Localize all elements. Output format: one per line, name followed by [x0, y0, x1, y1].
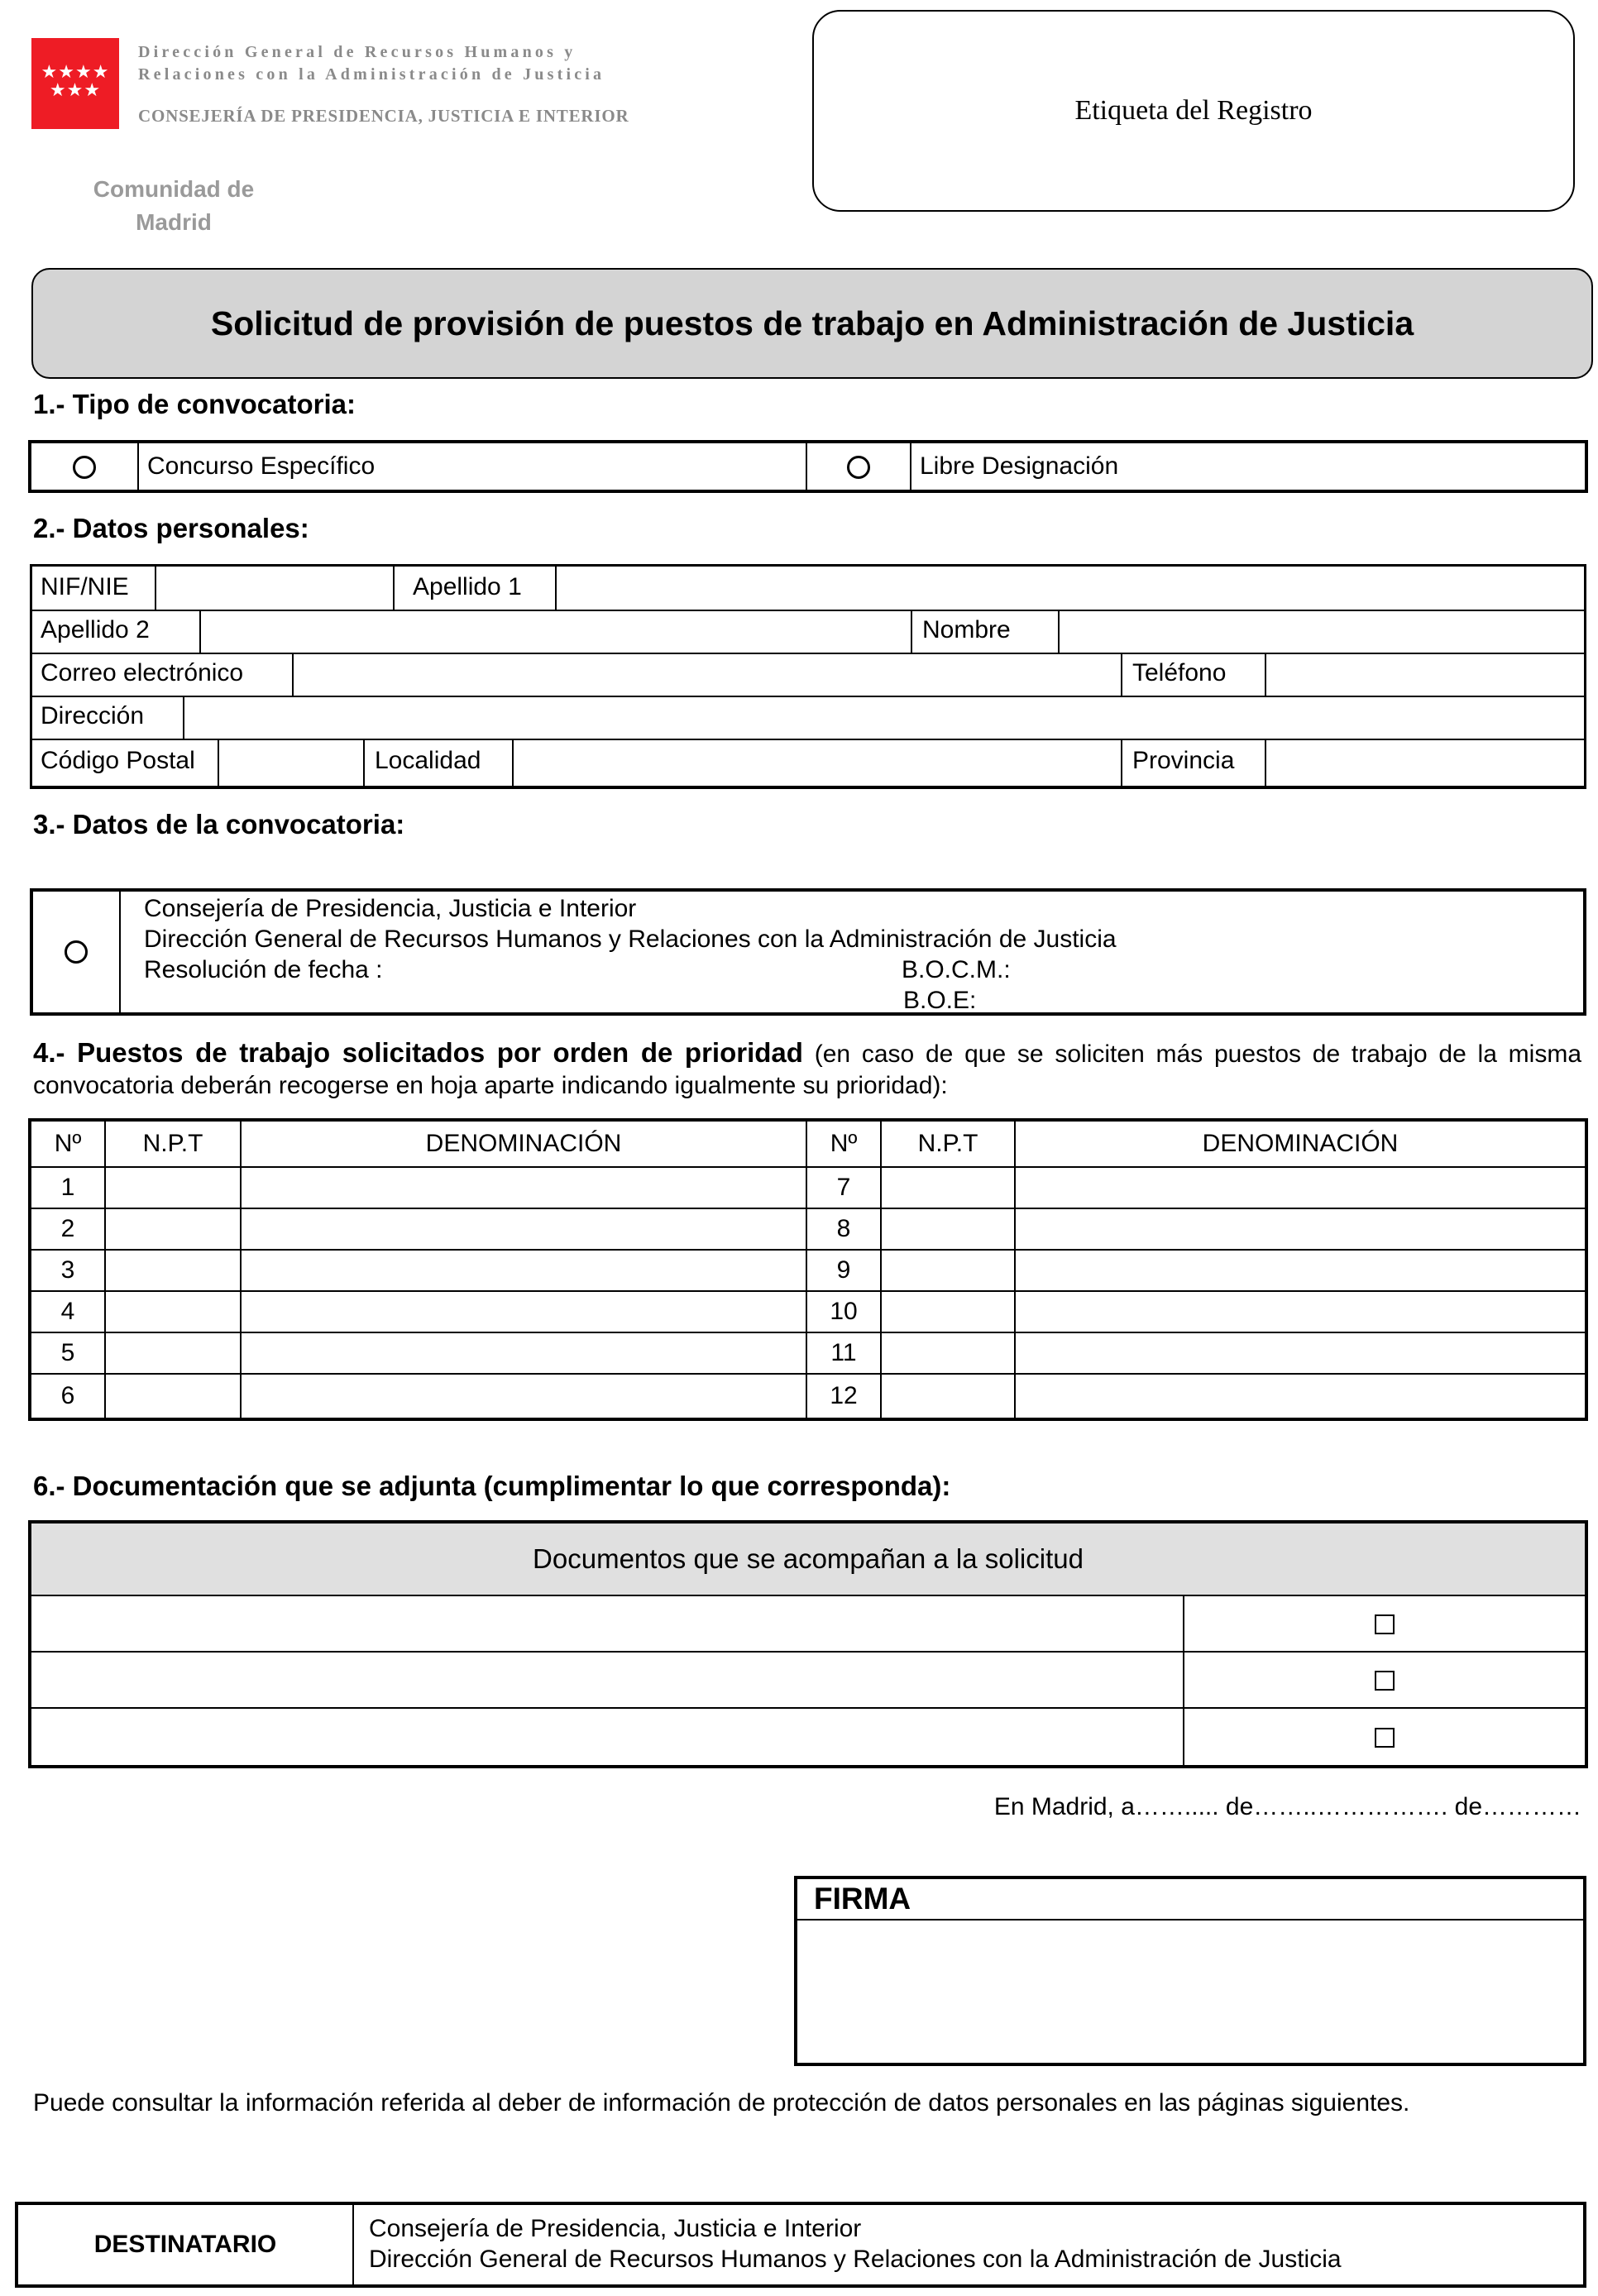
comunidad-line2: Madrid — [136, 209, 212, 235]
denominacion-cell[interactable] — [241, 1167, 806, 1208]
destinatario-line1: Consejería de Presidencia, Justicia e Interior — [369, 2215, 862, 2242]
localidad-label: Localidad — [375, 747, 481, 774]
localidad-input[interactable] — [512, 740, 1122, 787]
table-row — [31, 1208, 1586, 1250]
denominacion-cell[interactable] — [1015, 1291, 1586, 1332]
convocatoria-text — [144, 893, 1550, 1016]
denominacion-cell[interactable] — [241, 1374, 806, 1418]
npt-cell[interactable] — [881, 1167, 1015, 1208]
org-line1: Dirección General de Recursos Humanos y — [138, 43, 577, 61]
row-number: 8 — [806, 1208, 881, 1250]
denominacion-cell[interactable] — [1015, 1332, 1586, 1374]
concurso-radio[interactable] — [73, 456, 96, 479]
direccion-input[interactable] — [183, 697, 1584, 739]
comunidad-line1: Comunidad de — [93, 176, 255, 202]
col-npt-right: N.P.T — [881, 1121, 1015, 1167]
table-row — [31, 1332, 1586, 1374]
org-line2: Relaciones con la Administración de Justicia — [138, 65, 605, 84]
npt-cell[interactable] — [105, 1332, 241, 1374]
documento-checkbox[interactable] — [1375, 1728, 1395, 1748]
tipo-convocatoria-table — [30, 442, 1586, 491]
convocatoria-radio-cell[interactable] — [33, 892, 121, 1012]
denominacion-cell[interactable] — [1015, 1208, 1586, 1250]
destinatario-box — [15, 2202, 1586, 2288]
nif-input[interactable] — [155, 567, 395, 610]
puestos-header-row — [31, 1121, 1586, 1167]
documento-checkbox[interactable] — [1375, 1614, 1395, 1634]
documento-cell[interactable] — [31, 1708, 1184, 1766]
section4-heading-bold: 4.- Puestos de trabajo solicitados por orden de prioridad — [33, 1037, 803, 1068]
row-number: 6 — [31, 1374, 105, 1418]
documento-check-cell[interactable] — [1184, 1595, 1586, 1652]
documento-check-cell[interactable] — [1184, 1708, 1586, 1766]
row-apellido2 — [32, 611, 1584, 654]
libre-label: Libre Designación — [911, 442, 1586, 490]
row-number: 4 — [31, 1291, 105, 1332]
row-number: 10 — [806, 1291, 881, 1332]
row-correo — [32, 654, 1584, 697]
row-number: 2 — [31, 1208, 105, 1250]
direccion-label: Dirección — [41, 702, 145, 729]
documentos-header: Documentos que se acompañan a la solicitud — [31, 1523, 1586, 1595]
convocatoria-box — [30, 888, 1586, 1016]
npt-cell[interactable] — [881, 1208, 1015, 1250]
org-name — [138, 41, 605, 86]
resolucion-label: Resolución de fecha : — [144, 956, 383, 983]
denominacion-cell[interactable] — [241, 1208, 806, 1250]
provincia-label: Provincia — [1132, 747, 1235, 774]
convocatoria-radio[interactable] — [65, 940, 88, 964]
row-direccion — [32, 697, 1584, 740]
section4-heading — [33, 1037, 1581, 1102]
datos-personales-box — [30, 564, 1586, 789]
documento-cell[interactable] — [31, 1652, 1184, 1708]
apellido2-label: Apellido 2 — [41, 616, 150, 643]
destinatario-line2: Dirección General de Recursos Humanos y Relaciones con la Administración de Justicia — [369, 2246, 1342, 2273]
conv-line1: Consejería de Presidencia, Justicia e Interior — [144, 895, 637, 922]
row-cp — [32, 740, 1584, 787]
nombre-input[interactable] — [1058, 611, 1584, 653]
section3-heading: 3.- Datos de la convocatoria: — [33, 809, 405, 839]
npt-cell[interactable] — [881, 1332, 1015, 1374]
denominacion-cell[interactable] — [241, 1291, 806, 1332]
apellido1-input[interactable] — [555, 567, 1584, 610]
libre-radio[interactable] — [847, 456, 870, 479]
destinatario-text — [369, 2213, 1342, 2274]
libre-radio-cell[interactable] — [806, 442, 911, 490]
table-row — [31, 1652, 1586, 1708]
correo-label: Correo electrónico — [41, 659, 244, 686]
col-den-right: DENOMINACIÓN — [1015, 1121, 1586, 1167]
cp-input[interactable] — [218, 740, 365, 787]
section4-heading-note: (en caso de que se soliciten más puestos de trabajo de la misma convocatoria deberán recogerse en hoja aparte indicando igualmente su prioridad): — [33, 1040, 1581, 1099]
row-nif — [32, 567, 1584, 611]
form-title: Solicitud de provisión de puestos de trabajo en Administración de Justicia — [31, 268, 1593, 379]
npt-cell[interactable] — [881, 1250, 1015, 1291]
boe-label: B.O.E: — [903, 987, 977, 1014]
row-number: 1 — [31, 1167, 105, 1208]
conv-line4 — [144, 985, 1550, 1016]
col-npt-left: N.P.T — [105, 1121, 241, 1167]
npt-cell[interactable] — [881, 1291, 1015, 1332]
documentos-table — [30, 1522, 1586, 1767]
row-number: 12 — [806, 1374, 881, 1418]
denominacion-cell[interactable] — [1015, 1250, 1586, 1291]
row-number: 3 — [31, 1250, 105, 1291]
firma-box — [794, 1876, 1586, 2066]
section2-heading: 2.- Datos personales: — [33, 513, 309, 543]
row-number: 11 — [806, 1332, 881, 1374]
telefono-label: Teléfono — [1132, 659, 1227, 686]
privacy-note: Puede consultar la información referida al deber de información de protección de datos personales en las páginas siguientes. — [33, 2089, 1410, 2117]
documento-cell[interactable] — [31, 1595, 1184, 1652]
comunidad-madrid-text — [50, 173, 298, 239]
table-row — [31, 1167, 1586, 1208]
npt-cell[interactable] — [105, 1250, 241, 1291]
col-no-right: Nº — [806, 1121, 881, 1167]
telefono-input[interactable] — [1265, 654, 1584, 696]
firma-area[interactable] — [797, 1921, 1583, 2064]
concurso-radio-cell[interactable] — [31, 442, 138, 490]
firma-label: FIRMA — [797, 1879, 1583, 1921]
table-row — [31, 1374, 1586, 1418]
destinatario-label: DESTINATARIO — [18, 2205, 354, 2284]
consejeria-name: CONSEJERÍA DE PRESIDENCIA, JUSTICIA E INTERIOR — [138, 106, 629, 126]
bocm-label: B.O.C.M.: — [902, 956, 1011, 983]
npt-cell[interactable] — [105, 1291, 241, 1332]
apellido2-input[interactable] — [199, 611, 912, 653]
documento-checkbox[interactable] — [1375, 1671, 1395, 1691]
npt-cell[interactable] — [105, 1374, 241, 1418]
denominacion-cell[interactable] — [1015, 1167, 1586, 1208]
conv-line3 — [144, 954, 1550, 985]
flag-stars-icon: ★★★★ ★★★ — [41, 61, 110, 100]
table-row — [31, 1291, 1586, 1332]
cp-label: Código Postal — [41, 747, 195, 774]
correo-input[interactable] — [292, 654, 1122, 696]
denominacion-cell[interactable] — [241, 1332, 806, 1374]
npt-cell[interactable] — [105, 1208, 241, 1250]
nombre-label: Nombre — [922, 616, 1011, 643]
apellido1-label: Apellido 1 — [413, 573, 522, 600]
documento-check-cell[interactable] — [1184, 1652, 1586, 1708]
registro-label-box: Etiqueta del Registro — [812, 10, 1575, 212]
provincia-input[interactable] — [1265, 740, 1584, 787]
denominacion-cell[interactable] — [1015, 1374, 1586, 1418]
table-row — [31, 1708, 1586, 1766]
row-number: 7 — [806, 1167, 881, 1208]
comunidad-madrid-flag-logo — [31, 38, 119, 129]
fecha-line: En Madrid, a……..... de……..……………. de………… — [993, 1793, 1581, 1820]
row-number: 9 — [806, 1250, 881, 1291]
npt-cell[interactable] — [881, 1374, 1015, 1418]
section6-heading: 6.- Documentación que se adjunta (cumplimentar lo que corresponda): — [33, 1471, 951, 1501]
col-no-left: Nº — [31, 1121, 105, 1167]
nif-label: NIF/NIE — [41, 573, 129, 600]
table-row — [31, 1250, 1586, 1291]
npt-cell[interactable] — [105, 1167, 241, 1208]
col-den-left: DENOMINACIÓN — [241, 1121, 806, 1167]
table-row — [31, 1595, 1586, 1652]
puestos-table — [30, 1120, 1586, 1419]
conv-line2: Dirección General de Recursos Humanos y Relaciones con la Administración de Justicia — [144, 926, 1117, 953]
row-number: 5 — [31, 1332, 105, 1374]
denominacion-cell[interactable] — [241, 1250, 806, 1291]
documentos-header-row — [31, 1523, 1586, 1595]
concurso-label: Concurso Específico — [138, 442, 806, 490]
section1-heading: 1.- Tipo de convocatoria: — [33, 389, 356, 419]
